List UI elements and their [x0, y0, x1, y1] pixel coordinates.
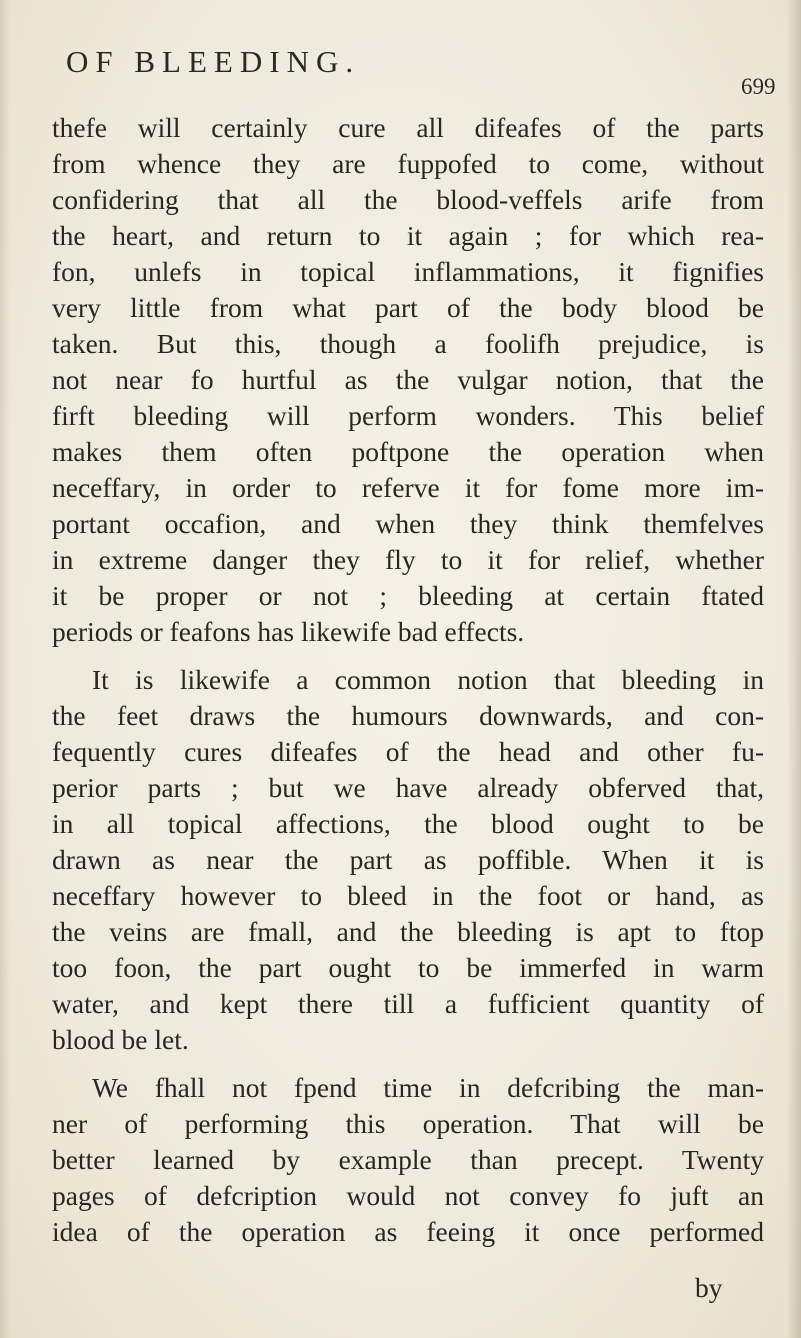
text-line: very little from what part of the body blood be: [52, 292, 764, 323]
text-line: the veins are fmall, and the bleeding is apt to ftop: [52, 916, 764, 947]
text-line: portant occafion, and when they think themfelves: [52, 508, 764, 539]
text-line: fon, unlefs in topical inflammations, it fignifies: [52, 256, 764, 287]
text-line: ner of performing this operation. That will be: [52, 1108, 764, 1139]
text-line: periods or feafons has likewife bad effects.: [52, 616, 525, 647]
text-line: water, and kept there till a fufficient quantity of: [52, 988, 764, 1019]
text-line: not near fo hurtful as the vulgar notion, that the: [52, 364, 764, 395]
text-line: drawn as near the part as poffible. When it is: [52, 844, 764, 875]
text-line: confidering that all the blood-veffels arife from: [52, 184, 764, 215]
text-line: firft bleeding will perform wonders. This belief: [52, 400, 764, 431]
text-line: We fhall not fpend time in defcribing the man-: [92, 1072, 764, 1103]
text-line: taken. But this, though a foolifh prejudice, is: [52, 328, 764, 359]
page-number: 699: [741, 74, 776, 99]
text-line: idea of the operation as feeing it once performed: [52, 1216, 764, 1247]
text-line: neceffary however to bleed in the foot or hand, as: [52, 880, 764, 911]
text-line: thefe will certainly cure all difeafes of the parts: [52, 112, 764, 143]
running-head: OF BLEEDING.: [66, 44, 361, 79]
text-line: pages of defcription would not convey fo juft an: [52, 1180, 764, 1211]
text-line: from whence they are fuppofed to come, without: [52, 148, 764, 179]
text-line: too foon, the part ought to be immerfed in warm: [52, 952, 764, 983]
page-edge-shadow: [787, 0, 801, 1338]
catchword: by: [695, 1272, 723, 1303]
text-line: in extreme danger they fly to it for relief, whether: [52, 544, 764, 575]
page-gutter-shadow: [0, 0, 10, 1338]
text-line: the feet draws the humours downwards, and con-: [52, 700, 764, 731]
body-text: [52, 110, 764, 1250]
text-line: neceffary, in order to referve it for fome more im-: [52, 472, 764, 503]
text-line: it be proper or not ; bleeding at certain ftated: [52, 580, 764, 611]
text-line: makes them often poftpone the operation when: [52, 436, 764, 467]
text-line: the heart, and return to it again ; for which rea-: [52, 220, 764, 251]
text-line: better learned by example than precept. Twenty: [52, 1144, 764, 1175]
text-line: fequently cures difeafes of the head and other fu-: [52, 736, 764, 767]
text-line: It is likewife a common notion that bleeding in: [92, 664, 764, 695]
text-line: in all topical affections, the blood ought to be: [52, 808, 764, 839]
text-line: perior parts ; but we have already obferved that,: [52, 772, 764, 803]
text-line: blood be let.: [52, 1024, 189, 1055]
